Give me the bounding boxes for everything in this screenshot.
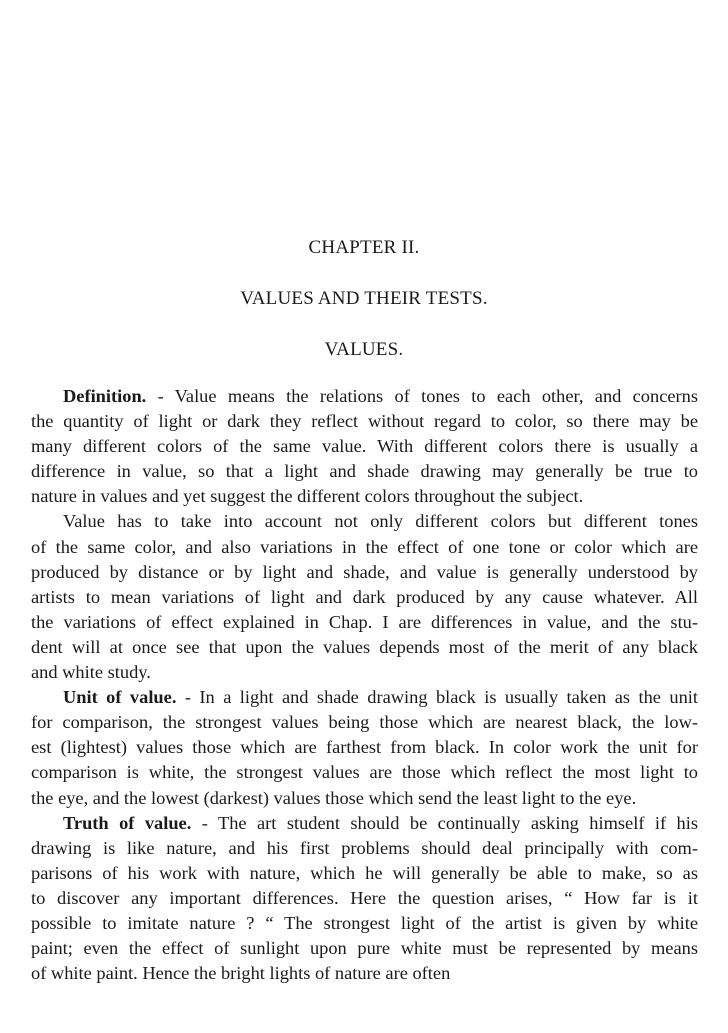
paragraph-line: of the same color, and also variations in the effect of one tone or color which are	[31, 536, 698, 557]
paragraph-line: the variations of effect explained in Chap. I are differences in value, and the stu-	[31, 611, 698, 632]
chapter-heading: CHAPTER II.	[308, 237, 420, 258]
paragraph-line: and white study.	[31, 662, 151, 683]
paragraph-term: Unit of value.	[63, 687, 177, 708]
chapter-subtitle: VALUES AND THEIR TESTS.	[240, 288, 488, 309]
section-heading: VALUES.	[324, 339, 404, 360]
paragraph-line: for comparison, the strongest values being those which are nearest black, the low-	[31, 712, 698, 733]
paragraph-line: artists to mean variations of light and dark produced by any cause whatever. All	[31, 586, 698, 607]
paragraph-line: est (lightest) values those which are farthest from black. In color work the unit for	[31, 737, 698, 758]
paragraph-line: to discover any important differences. Here the question arises, “ How far is it	[31, 887, 698, 908]
paragraph-line: comparison is white, the strongest values are those which reflect the most light to	[31, 762, 698, 783]
paragraph-line: of white paint. Hence the bright lights of nature are often	[31, 963, 451, 984]
paragraph-line: Truth of value. - The art student should be continually asking himself if his	[63, 812, 698, 833]
paragraph-line: the eye, and the lowest (darkest) values those which send the least light to the eye.	[31, 787, 637, 808]
paragraph-line: possible to imitate nature ? “ The strongest light of the artist is given by white	[31, 912, 698, 933]
paragraph-term: Definition.	[63, 386, 147, 406]
paragraph-line: nature in values and yet suggest the different colors throughout the subject.	[31, 486, 584, 507]
body-text	[31, 384, 698, 986]
paragraph-line: dent will at once see that upon the values depends most of the merit of any black	[31, 636, 698, 657]
paragraph-line: difference in value, so that a light and shade drawing may generally be true to	[31, 461, 698, 482]
paragraph-line: paint; even the effect of sunlight upon pure white must be represented by means	[31, 938, 698, 959]
paragraph-line: Value has to take into account not only different colors but different tones	[63, 511, 698, 532]
paragraph-line: Unit of value. - In a light and shade drawing black is usually taken as the unit	[63, 687, 698, 708]
paragraph-line: produced by distance or by light and shade, and value is generally understood by	[31, 561, 698, 582]
paragraph-line: many different colors of the same value. With different colors there is usually a	[31, 436, 698, 457]
paragraph-line: Definition. - Value means the relations of tones to each other, and concerns	[63, 386, 698, 406]
paragraph-line: drawing is like nature, and his first problems should deal principally with com-	[31, 837, 698, 858]
paragraph-line: parisons of his work with nature, which he will generally be able to make, so as	[31, 862, 698, 883]
paragraph-line: the quantity of light or dark they reflect without regard to color, so there may be	[31, 411, 698, 432]
paragraph-term: Truth of value.	[63, 812, 192, 833]
